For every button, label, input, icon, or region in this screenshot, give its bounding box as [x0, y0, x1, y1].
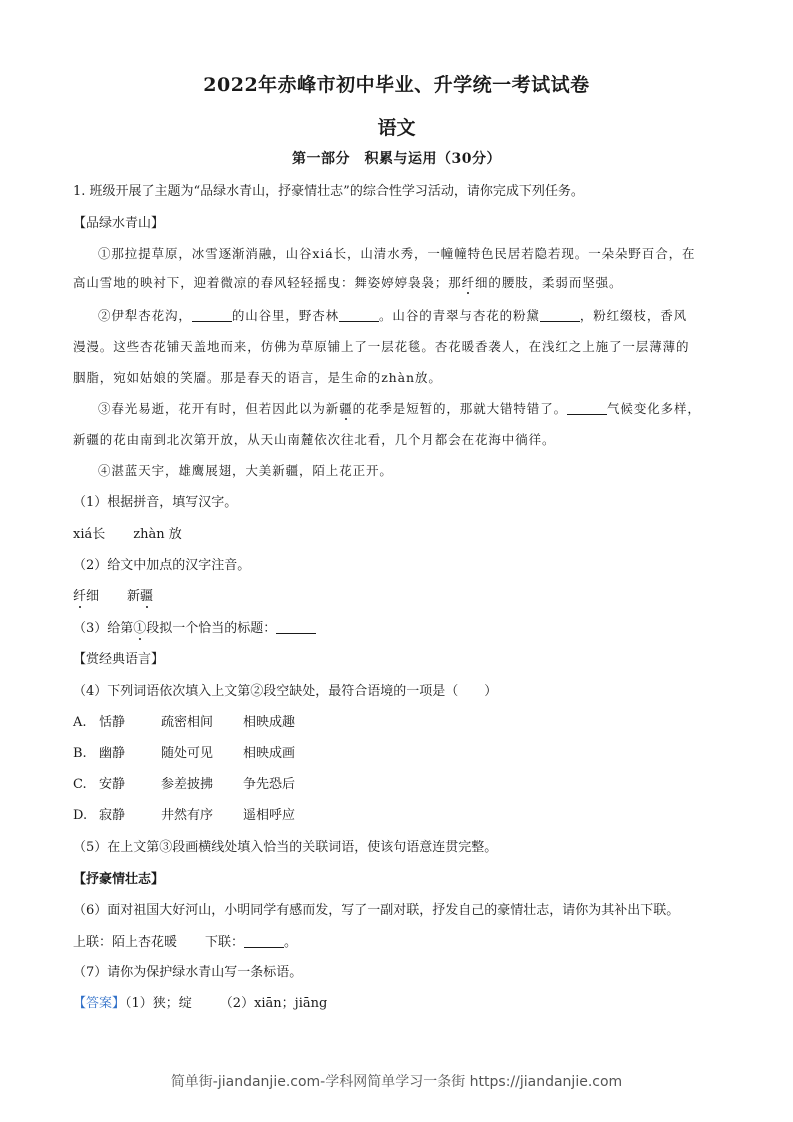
fill-blank [192, 307, 232, 322]
module-heading-green-mountains: 【品绿水青山】 [73, 216, 165, 231]
fill-blank [244, 933, 284, 948]
exam-title: 2022年赤峰市初中毕业、升学统一考试试卷 [203, 74, 590, 96]
fill-blank [540, 307, 580, 322]
sub-question-2-items: 纤细 新疆 [73, 589, 154, 604]
sub-question-1: （1）根据拼音，填写汉字。 [73, 495, 238, 510]
answer-tag: 【答案】 [73, 996, 126, 1011]
sub-question-4: （4）下列词语依次填入上文第②段空缺处，最符合语境的一项是（ ） [73, 684, 498, 699]
sub-question-3: （3）给第①段拟一个恰当的标题： [73, 619, 316, 638]
section-heading: 第一部分 积累与运用（30分） [292, 151, 501, 167]
module-heading-ambition: 【抒豪情壮志】 [73, 872, 165, 887]
fill-blank [567, 400, 607, 415]
paragraph-1-line-1: ①那拉提草原，冰雪逐渐消融，山谷xiá长，山清水秀，一幢幢特色民居若隐若现。一朵朵野百合，在 [98, 246, 696, 261]
page-footer-watermark: 简单街-jiandanjie.com-学科网简单学习一条街 https://jiandanjie.com [170, 1074, 623, 1090]
paragraph-1-line-2: 高山雪地的映衬下，迎着微凉的春风轻轻摇曳：舞姿婷婷袅袅；那纤细的腰肢，柔弱而坚强。 [73, 275, 623, 290]
answer-line: 【答案】（1）狭；绽 （2）xiān；jiāng [73, 996, 328, 1011]
sub-question-1-items: xiá长 zhàn 放 [73, 527, 182, 542]
option-b: B. 幽静 随处可见 相映成画 [73, 746, 296, 761]
sub-question-7: （7）请你为保护绿水青山写一条标语。 [73, 965, 303, 980]
couplet-line: 上联：陌上杏花暖 下联： 。 [73, 935, 298, 950]
sub-question-6: （6）面对祖国大好河山，小明同学有感而发，写了一副对联，抒发自己的豪情壮志，请你为其补出下联。 [73, 903, 680, 918]
option-d: D. 寂静 井然有序 遥相呼应 [73, 808, 296, 823]
sub-question-2: （2）给文中加点的汉字注音。 [73, 558, 251, 573]
paragraph-3-line-1: ③春光易逝，花开有时，但若因此以为新疆的花季是短暂的，那就大错特错了。 气候变化多样， [98, 401, 701, 416]
paragraph-2-line-2: 漫漫。这些杏花铺天盖地而来，仿佛为草原铺上了一层花毯。杏花暖香袭人，在浅红之上施了一层薄薄的 [73, 339, 690, 354]
dotted-char: 疆 [339, 401, 353, 416]
paragraph-2-line-3: 胭脂，宛如姑娘的笑靥。那是春天的语言，是生命的zhàn放。 [73, 370, 442, 385]
option-a: A. 恬静 疏密相间 相映成趣 [73, 715, 296, 730]
sub-question-5: （5）在上文第③段画横线处填入恰当的关联词语，使该句语意连贯完整。 [73, 840, 498, 855]
subject-title: 语文 [377, 117, 416, 139]
fill-blank [276, 619, 316, 634]
dotted-char: 纤 [461, 275, 476, 290]
paragraph-4: ④湛蓝天宇，雄鹰展翅，大美新疆，陌上花正开。 [98, 463, 393, 478]
fill-blank [339, 307, 379, 322]
question-intro: 1. 班级开展了主题为“品绿水青山，抒豪情壮志”的综合性学习活动，请你完成下列任务。 [73, 184, 584, 199]
paragraph-2-line-1: ②伊犁杏花沟， 的山谷里，野杏林 。山谷的青翠与杏花的粉黛 ，粉红缀枝，香风 [98, 308, 688, 323]
option-c: C. 安静 参差披拂 争先恐后 [73, 777, 296, 792]
paragraph-3-line-2: 新疆的花由南到北次第开放，从天山南麓依次往北看，几个月都会在花海中徜徉。 [73, 432, 556, 447]
module-heading-classic-language: 【赏经典语言】 [73, 652, 165, 667]
